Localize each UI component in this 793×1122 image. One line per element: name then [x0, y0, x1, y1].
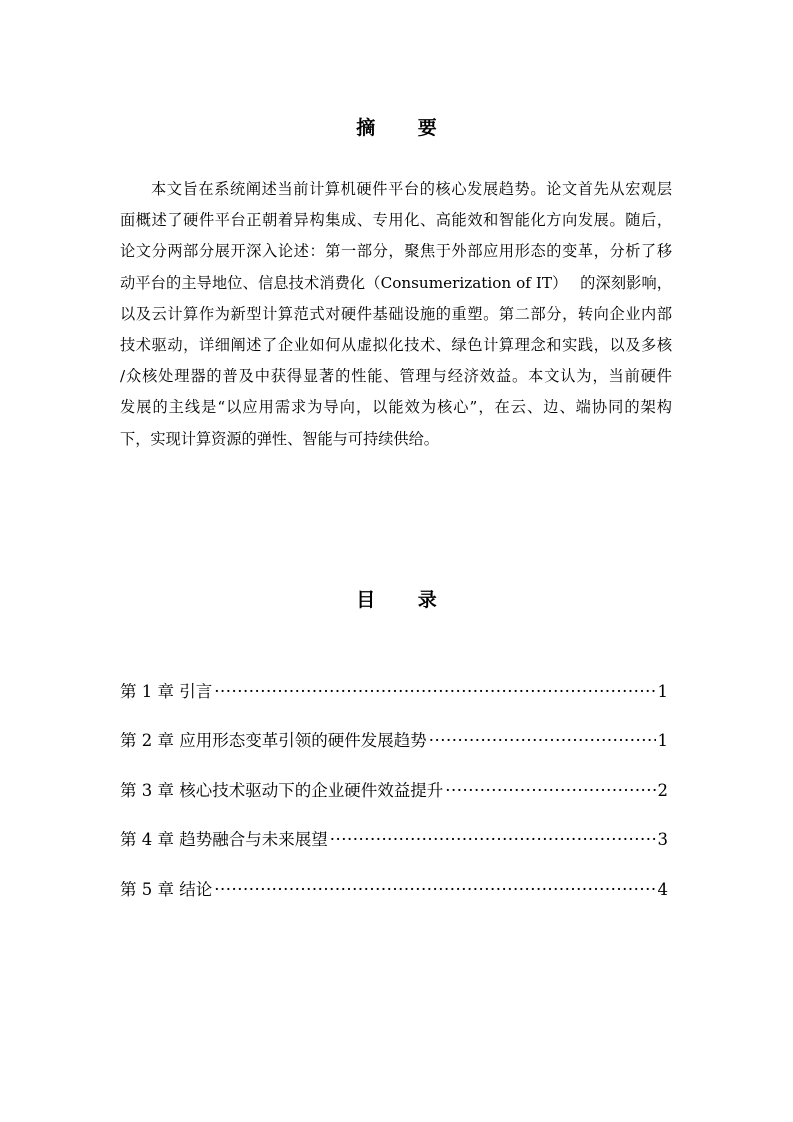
toc-entry-page: 4	[657, 879, 668, 899]
toc-entry-label: 第 1 章 引言	[120, 682, 213, 701]
toc-entry[interactable]	[120, 875, 668, 924]
toc-dot-leader	[214, 875, 655, 905]
abstract-line: 以及云计算作为新型计算范式对硬件基础设施的重塑。第二部分，转向企业内部	[120, 304, 672, 323]
abstract-line: 技术驱动，详细阐述了企业如何从虚拟化技术、绿色计算理念和实践，以及多核	[120, 335, 672, 354]
abstract-line: 发展的主线是“以应用需求为导向，以能效为核心”，在云、边、端协同的架构	[120, 398, 672, 417]
toc-dot-leader	[445, 776, 655, 806]
abstract-body	[120, 174, 672, 455]
abstract-line: 论文分两部分展开深入论述：第一部分，聚焦于外部应用形态的变革，分析了移	[120, 242, 672, 261]
abstract-line: 面概述了硬件平台正朝着异构集成、专用化、高能效和智能化方向发展。随后，	[120, 211, 672, 230]
abstract-line: /众核处理器的普及中获得显著的性能、管理与经济效益。本文认为，当前硬件	[120, 367, 672, 386]
abstract-line: 本文旨在系统阐述当前计算机硬件平台的核心发展趋势。论文首先从宏观层	[151, 180, 672, 198]
toc-entry-page: 3	[657, 830, 668, 850]
toc-entry-page: 1	[657, 682, 668, 701]
toc-entry[interactable]	[120, 677, 668, 726]
toc-entry[interactable]	[120, 776, 668, 825]
toc-entry-label: 第 5 章 结论	[120, 879, 213, 899]
toc-entry-page: 1	[657, 731, 668, 751]
toc-entry[interactable]	[120, 825, 668, 874]
toc-entry-label: 第 2 章 应用形态变革引领的硬件发展趋势	[120, 731, 427, 751]
toc-title: 目 录	[356, 589, 455, 611]
toc-dot-leader	[214, 677, 655, 707]
abstract-line: 下，实现计算资源的弹性、智能与可持续供给。	[120, 429, 439, 448]
toc-dot-leader	[330, 825, 656, 855]
abstract-line: 动平台的主导地位、信息技术消费化（Consumerization of IT） 的深刻影响，	[120, 273, 672, 292]
toc-entry-page: 2	[657, 780, 668, 800]
toc-dot-leader	[429, 726, 656, 756]
toc-entry-label: 第 3 章 核心技术驱动下的企业硬件效益提升	[120, 780, 444, 800]
toc-entry-label: 第 4 章 趋势融合与未来展望	[120, 830, 328, 850]
abstract-title: 摘 要	[356, 117, 455, 139]
toc-entry[interactable]	[120, 726, 668, 775]
table-of-contents	[120, 677, 668, 924]
